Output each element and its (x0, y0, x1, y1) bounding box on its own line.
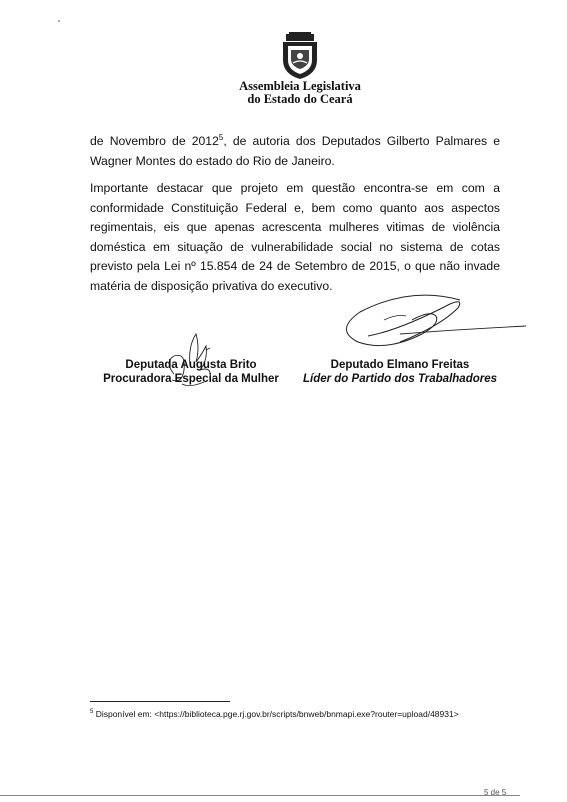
scan-speck (58, 20, 60, 22)
state-crest-icon (280, 32, 320, 80)
footnote-text: Disponível em: <https://biblioteca.pge.rj.gov.br/scripts/bnweb/bnmapi.exe?router=upload/48931> (93, 709, 459, 719)
org-line-2: do Estado do Ceará (247, 92, 353, 106)
signer-name-right: Deputado Elmano Freitas (330, 359, 470, 371)
paragraph-1 (90, 132, 500, 171)
organization-name (220, 80, 380, 106)
paragraph-1-rest: , de autoria dos Deputados Gilberto Palmares e Wagner Montes do estado do Rio de Janeiro. (90, 134, 500, 168)
page-number: 5 de 5 (484, 788, 507, 797)
paragraph-1-start: de Novembro de 2012 (90, 134, 219, 148)
footnote-divider (90, 701, 230, 702)
footer-rule (0, 795, 520, 796)
footnote-ref: 5 (218, 132, 224, 142)
footnote-marker: 5 (90, 709, 94, 716)
org-line-1: Assembleia Legislativa (239, 79, 361, 93)
signer-role-right: Líder do Partido dos Trabalhadores (302, 373, 498, 385)
signer-name-left: Deputada Augusta Brito (125, 359, 257, 371)
footnote (90, 709, 530, 720)
signature-block-right (300, 358, 500, 386)
signature-scribble-right (340, 290, 530, 362)
paragraph-2: Importante destacar que projeto em questão encontra-se em com a conformidade Constituição Federal e, bem como quanto aos aspectos regimentais, eis que apenas acrescenta mulheres vitimas de violência doméstica em situação de vulnerabilidade social no sistema de cotas previsto pela Lei nº 15.854 de 24 de Setembro de 2015, o que não invade matéria de disposição privativa do executivo. (90, 181, 500, 293)
signature-block-left (96, 358, 286, 386)
signer-role-left: Procuradora Especial da Mulher (103, 373, 279, 385)
body-text (90, 132, 500, 296)
